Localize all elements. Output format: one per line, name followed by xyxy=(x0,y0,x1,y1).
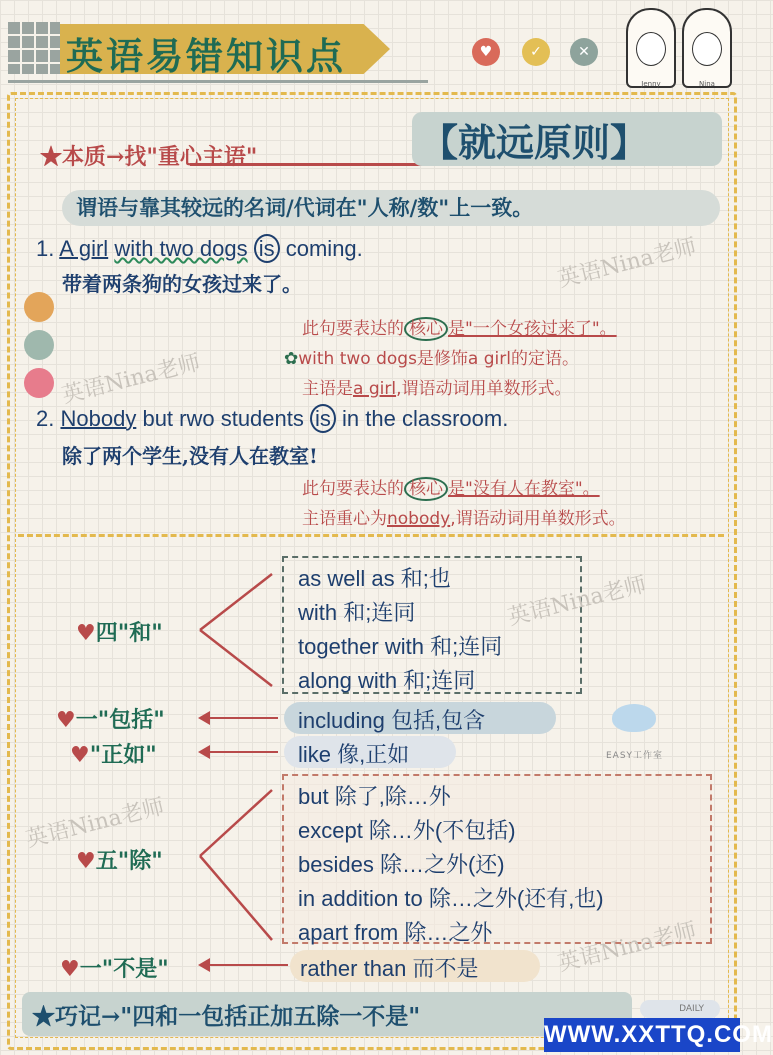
vocab-item: apart from 除…之外 xyxy=(298,920,493,945)
watermark: 英语Nina老师 xyxy=(59,350,203,409)
example-number: 1. xyxy=(36,236,55,261)
close-icon[interactable]: ✕ xyxy=(570,38,598,66)
note-text: 主语是 xyxy=(302,379,353,399)
arrow-line xyxy=(208,751,278,753)
sentence-rest: in the classroom. xyxy=(342,406,509,431)
heart-icon: ♥ xyxy=(70,742,90,768)
example-1-note-3 xyxy=(302,374,571,399)
whale-icon xyxy=(612,704,656,732)
modifier-text: but rwo students xyxy=(142,406,304,431)
label-text: 四"和" xyxy=(95,620,163,646)
smiley-icon xyxy=(24,292,54,322)
sentence-rest: coming. xyxy=(285,236,363,261)
bracket-lines xyxy=(190,560,290,960)
four-and-label xyxy=(76,616,163,647)
note-text: 是"没有人在教室"。 xyxy=(448,479,600,499)
avatar-name: Nina xyxy=(699,80,715,88)
arrow-line xyxy=(208,964,288,966)
vocab-item: besides 除…之外(还) xyxy=(298,852,505,877)
heart-icon: ♥ xyxy=(76,848,96,874)
example-1-note-1 xyxy=(302,314,617,339)
subject-text: A girl xyxy=(59,236,109,261)
vocab-item: with 和;连同 xyxy=(298,600,416,625)
note-text: 此句要表达的 xyxy=(302,319,404,339)
watermark: 英语Nina老师 xyxy=(505,572,649,631)
note-key: a girl xyxy=(353,379,397,399)
avatar-name: Jenny xyxy=(641,80,661,88)
note-text: 是"一个女孩过来了"。 xyxy=(448,319,617,339)
label-text: "正如" xyxy=(89,742,157,768)
heart-icon: ♥ xyxy=(76,620,96,646)
vocab-item: rather than 而不是 xyxy=(300,956,479,981)
heart-icon[interactable]: ♥ xyxy=(472,38,500,66)
include-label xyxy=(56,703,165,734)
verb-text: is xyxy=(310,404,336,433)
label-text: 一"不是" xyxy=(79,956,169,982)
watermark: 英语Nina老师 xyxy=(23,794,167,853)
label-text: 五"除" xyxy=(95,848,163,874)
vocab-item: but 除了,除…外 xyxy=(298,784,451,809)
subject-text: Nobody xyxy=(60,406,137,431)
page-title: 英语易错知识点 xyxy=(66,34,346,78)
label-text: 一"包括" xyxy=(75,707,165,733)
rule-title: 【就远原则】 xyxy=(420,120,649,165)
arrow-line xyxy=(208,717,278,719)
laughing-face-icon xyxy=(24,368,54,398)
example-2-sentence xyxy=(36,406,508,432)
easy-tag: EASY工作室 xyxy=(606,751,664,761)
vocab-item: together with 和;连同 xyxy=(298,634,503,659)
note-text: ,谓语动词用单数形式。 xyxy=(396,379,572,399)
note-text: 主语重心为 xyxy=(302,509,387,529)
grid-icon xyxy=(8,22,60,74)
note-text: 此句要表达的 xyxy=(302,479,404,499)
example-1-sentence xyxy=(36,236,363,262)
verb-text: is xyxy=(254,234,280,263)
note-text: ,谓语动词用单数形式。 xyxy=(450,509,626,529)
watermark: 英语Nina老师 xyxy=(555,918,699,977)
modifier-text: with two dogs xyxy=(114,236,248,261)
note-text: with two dogs是修饰a girl的定语。 xyxy=(298,349,579,369)
check-icon[interactable]: ✓ xyxy=(522,38,550,66)
watermark: 英语Nina老师 xyxy=(555,234,699,293)
note-key: 核心 xyxy=(404,317,448,341)
vocab-item: in addition to 除…之外(还有,也) xyxy=(298,886,604,911)
rule-subtitle: 谓语与靠其较远的名词/代词在"人称/数"上一致。 xyxy=(76,195,534,220)
neutral-face-icon xyxy=(24,330,54,360)
like-label xyxy=(70,738,157,769)
avatar-nina xyxy=(682,8,732,88)
heart-icon: ♥ xyxy=(60,956,80,982)
section-divider xyxy=(18,534,724,537)
vocab-item: including 包括,包含 xyxy=(298,708,486,733)
avatar-jenny xyxy=(626,8,676,88)
example-1-note-2 xyxy=(284,344,579,369)
example-2-note-1 xyxy=(302,474,600,499)
vocab-item: like 像,正如 xyxy=(298,742,410,767)
note-key: nobody xyxy=(387,509,451,529)
header-divider xyxy=(8,80,428,83)
vocab-item: along with 和;连同 xyxy=(298,668,476,693)
example-number: 2. xyxy=(36,406,55,431)
example-2-translation: 除了两个学生,没有人在教室! xyxy=(62,444,318,468)
vocab-item: as well as 和;也 xyxy=(298,566,451,591)
heart-icon: ♥ xyxy=(56,707,76,733)
vocab-item: except 除…外(不包括) xyxy=(298,818,516,843)
example-1-translation: 带着两条狗的女孩过来了。 xyxy=(62,272,302,296)
five-except-label xyxy=(76,844,163,875)
flower-icon: ✿ xyxy=(284,349,299,369)
site-link[interactable]: WWW.XXTTQ.COM xyxy=(544,1018,740,1052)
note-key: 核心 xyxy=(404,477,448,501)
example-2-note-2 xyxy=(302,504,626,529)
not-label xyxy=(60,952,169,983)
daily-tag: DAILY xyxy=(640,1000,720,1018)
summary-text: ★巧记→"四和一包括正加五除一不是" xyxy=(32,1003,421,1030)
essence-label: ★本质→找"重心主语" xyxy=(40,144,258,170)
